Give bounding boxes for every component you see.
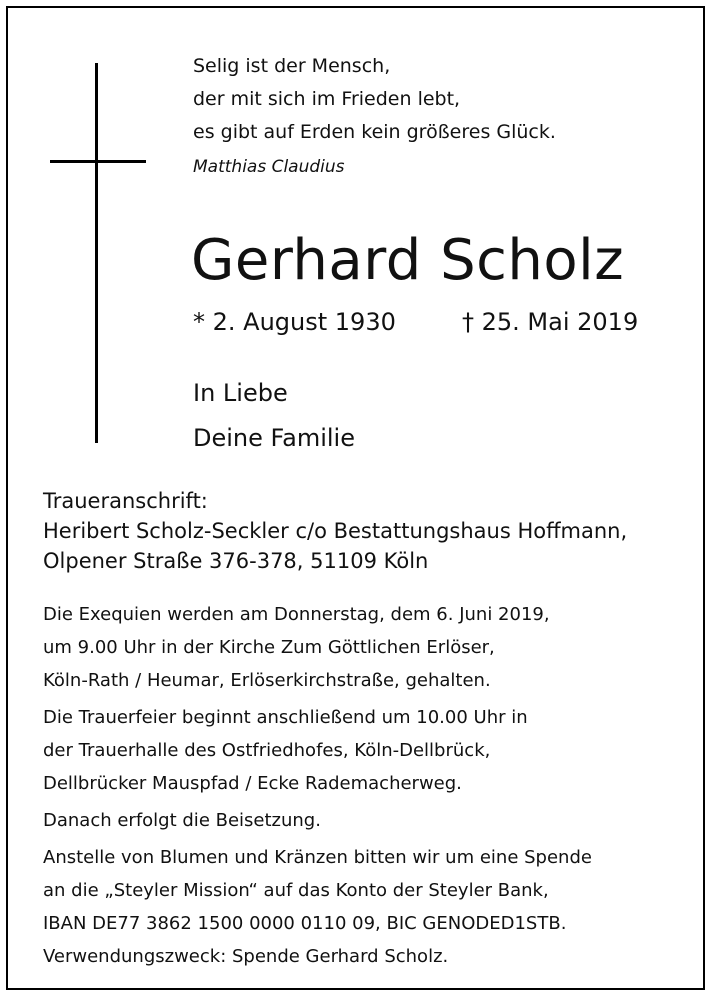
detail-line: an die „Steyler Mission“ auf das Konto der Steyler Bank, [43,880,549,901]
burial-paragraph [43,804,592,837]
death-date: † 25. Mai 2019 [462,308,639,336]
cross-icon-crossbar [50,160,146,163]
deceased-name: Gerhard Scholz [191,228,625,293]
quote-line: Selig ist der Mensch, [193,55,391,77]
quote [193,50,556,149]
mourning-address [43,486,627,576]
detail-line: um 9.00 Uhr in der Kirche Zum Göttlichen Erlöser, [43,637,495,658]
detail-line: Dellbrücker Mauspfad / Ecke Rademacherweg. [43,773,462,794]
detail-line: Danach erfolgt die Beisetzung. [43,810,321,831]
quote-author: Matthias Claudius [193,157,345,177]
donation-paragraph [43,841,592,973]
detail-line: Verwendungszweck: Spende Gerhard Scholz. [43,946,449,967]
address-line: Olpener Straße 376-378, 51109 Köln [43,549,429,573]
cross-icon [95,63,98,443]
exequies-paragraph [43,598,592,697]
address-line: Heribert Scholz-Seckler c/o Bestattungshaus Hoffmann, [43,519,628,543]
ceremony-paragraph [43,701,592,800]
obituary-notice [6,6,705,990]
closing-line: In Liebe [193,379,288,407]
closing-signature [193,371,355,461]
detail-line: Köln-Rath / Heumar, Erlöserkirchstraße, gehalten. [43,670,491,691]
address-heading: Traueranschrift: [43,489,208,513]
closing-line: Deine Familie [193,424,355,452]
quote-line: der mit sich im Frieden lebt, [193,88,461,110]
quote-line: es gibt auf Erden kein größeres Glück. [193,121,556,143]
birth-date: * 2. August 1930 [193,308,396,336]
funeral-details [43,598,592,977]
detail-line: der Trauerhalle des Ostfriedhofes, Köln-Dellbrück, [43,740,491,761]
detail-line: Die Trauerfeier beginnt anschließend um 10.00 Uhr in [43,707,528,728]
detail-line: IBAN DE77 3862 1500 0000 0110 09, BIC GENODED1STB. [43,913,567,934]
detail-line: Anstelle von Blumen und Kränzen bitten wir um eine Spende [43,847,592,868]
detail-line: Die Exequien werden am Donnerstag, dem 6. Juni 2019, [43,604,550,625]
